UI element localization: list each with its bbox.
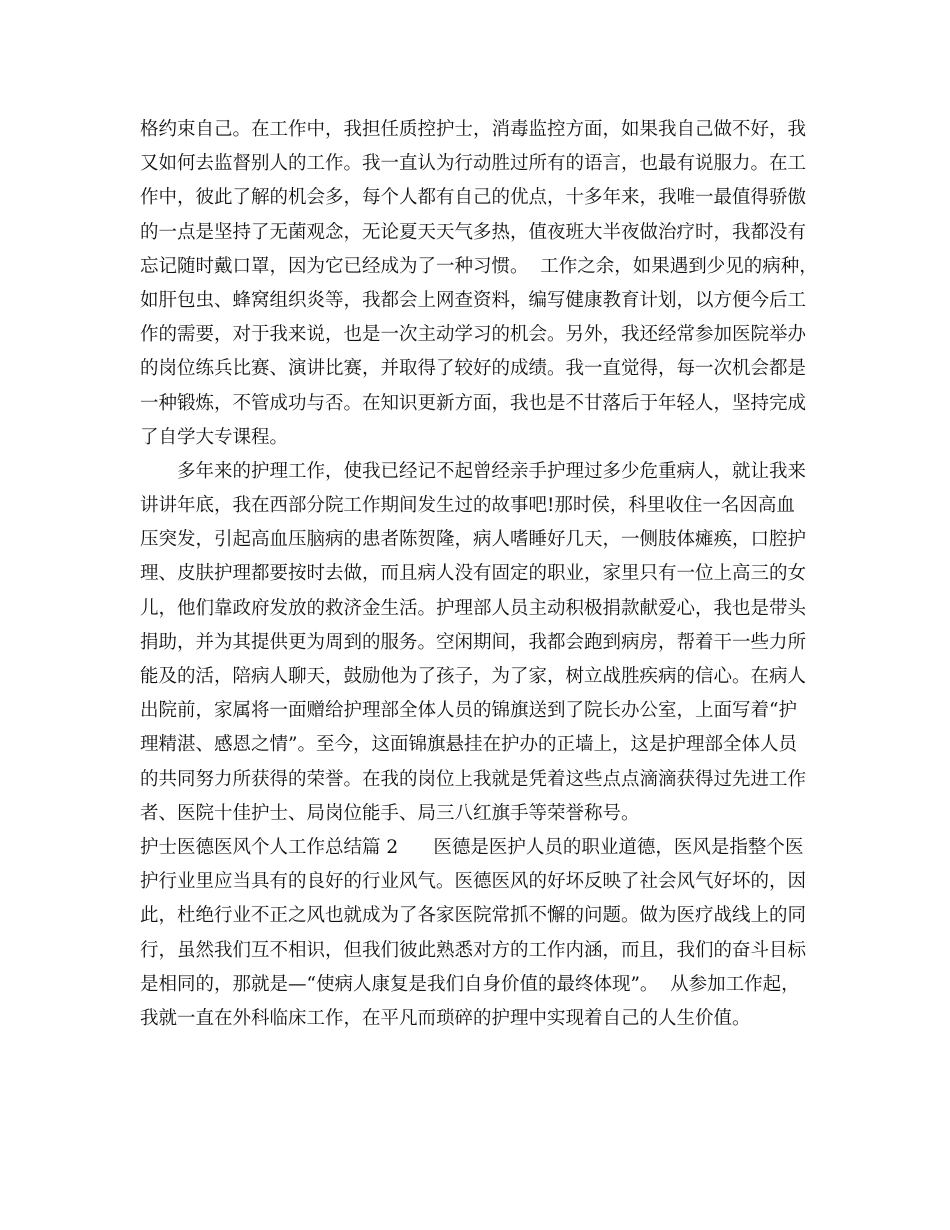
paragraph-1	[140, 113, 820, 455]
text-line: 出院前，家属将一面赠给护理部全体人员的锦旗送到了院长办公室，上面写着“护	[140, 700, 797, 722]
text-line: 理、皮肤护理都要按时去做，而且病人没有固定的职业，家里只有一位上高三的女	[140, 563, 807, 585]
text-line: 讲讲年底，我在西部分院工作期间发生过的故事吧!那时侯，科里收住一名因高血	[140, 495, 795, 517]
paragraph-2	[140, 455, 820, 831]
text-line: 作的需要，对于我来说，也是一次主动学习的机会。另外，我还经常参加医院举办	[140, 324, 807, 346]
text-line: 压突发，引起高血压脑病的患者陈贺隆，病人嗜睡好几天，一侧肢体瘫痪，口腔护	[140, 529, 807, 551]
paragraph-3	[140, 831, 820, 1036]
text-line: 一种锻炼，不管成功与否。在知识更新方面，我也是不甘落后于年轻人，坚持完成	[140, 392, 807, 414]
text-line: 的共同努力所获得的荣誉。在我的岗位上我就是凭着这些点点滴滴获得过先进工作	[140, 768, 807, 790]
text-line: 格约束自己。在工作中，我担任质控护士，消毒监控方面，如果我自己做不好，我	[140, 119, 807, 140]
text-line: 多年来的护理工作，使我已经记不起曾经亲手护理过多少危重病人，就让我来	[177, 460, 807, 482]
text-line: 作中，彼此了解的机会多，每个人都有自己的优点，十多年来，我唯一最值得骄傲	[140, 187, 807, 209]
text-line: 如肝包虫、蜂窝组织炎等，我都会上网查资料，编写健康教育计划，以方便今后工	[140, 289, 807, 311]
document-body	[140, 113, 820, 1036]
text-line: 捐助，并为其提供更为周到的服务。空闲期间，我都会跑到病房，帮着干一些力所	[140, 631, 807, 653]
text-line: 又如何去监督别人的工作。我一直认为行动胜过所有的语言，也最有说服力。在工	[140, 153, 807, 175]
text-line: 我就一直在外科临床工作，在平凡而琐碎的护理中实现着自己的人生价值。	[140, 1007, 751, 1029]
text-line: 理精湛、感恩之情”。至今，这面锦旗悬挂在护办的正墙上，这是护理部全体人员	[140, 734, 797, 756]
text-line: 者、医院十佳护士、局岗位能手、局三八红旗手等荣誉称号。	[140, 802, 640, 824]
text-line: 此，杜绝行业不正之风也就成为了各家医院常抓不懈的问题。做为医疗战线上的同	[140, 905, 807, 927]
text-line: 护士医德医风个人工作总结篇 2 医德是医护人员的职业道德，医风是指整个医	[140, 836, 804, 858]
text-line: 是相同的，那就是—“使病人康复是我们自身价值的最终体现”。 从参加工作起，	[140, 973, 800, 995]
text-line: 的一点是坚持了无菌观念，无论夏天天气多热，值夜班大半夜做治疗时，我都没有	[140, 221, 807, 243]
text-line: 儿，他们靠政府发放的救济金生活。护理部人员主动积极捐款献爱心，我也是带头	[140, 597, 807, 619]
text-line: 忘记随时戴口罩，因为它已经成为了一种习惯。 工作之余，如果遇到少见的病种，	[140, 255, 818, 277]
text-line: 了自学大专课程。	[140, 426, 289, 448]
text-line: 的岗位练兵比赛、演讲比赛，并取得了较好的成绩。我一直觉得，每一次机会都是	[140, 358, 807, 380]
text-line: 能及的活，陪病人聊天，鼓励他为了孩子，为了家，树立战胜疾病的信心。在病人	[140, 666, 807, 687]
text-line: 护行业里应当具有的良好的行业风气。医德医风的好坏反映了社会风气好坏的，因	[140, 871, 807, 893]
text-line: 行，虽然我们互不相识，但我们彼此熟悉对方的工作内涵，而且，我们的奋斗目标	[140, 939, 807, 961]
